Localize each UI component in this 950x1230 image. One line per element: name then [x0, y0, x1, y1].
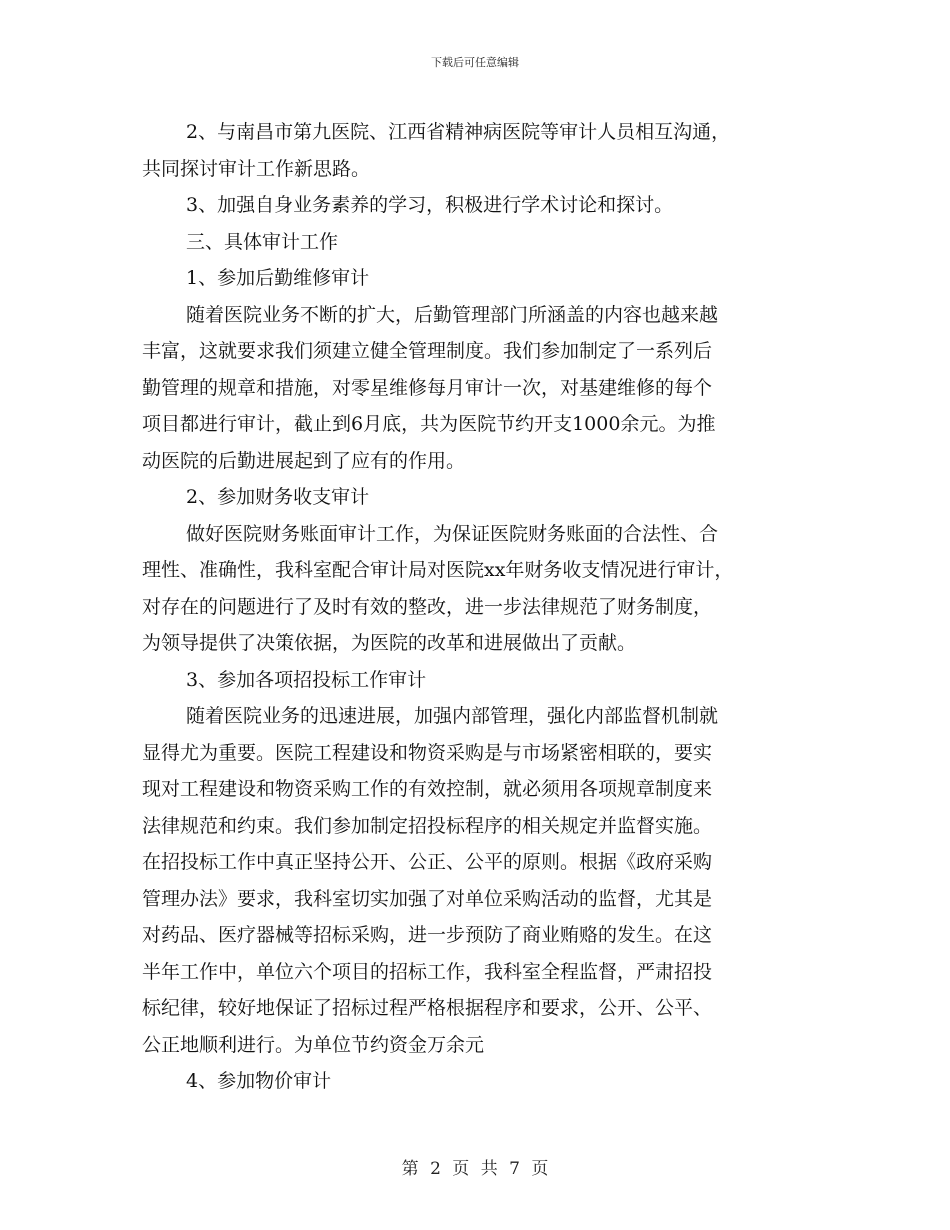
text-line: 动医院的后勤进展起到了应有的作用。	[142, 449, 466, 472]
document-body	[142, 114, 818, 1100]
subsection-heading: 4、参加物价审计	[186, 1070, 332, 1092]
text-line: 显得尤为重要。医院工程建设和物资采购是与市场紧密相联的，要实	[142, 741, 713, 764]
text-line: 做好医院财务账面审计工作，为保证医院财务账面的合法性、合	[186, 522, 719, 545]
subsection-heading: 2、参加财务收支审计	[186, 486, 370, 508]
section-heading: 三、具体审计工作	[186, 230, 339, 253]
text-line: 法律规范和约束。我们参加制定招投标程序的相关规定并监督实施。	[142, 814, 713, 837]
text-line: 公正地顺利进行。为单位节约资金万余元	[142, 1033, 485, 1056]
subsection-heading: 1、参加后勤维修审计	[186, 267, 370, 289]
text-line: 勤管理的规章和措施，对零星维修每月审计一次，对基建维修的每个	[142, 376, 713, 399]
subsection-heading: 3、参加各项招投标工作审计	[186, 668, 427, 691]
text-line: 3、加强自身业务素养的学习，积极进行学术讨论和探讨。	[186, 194, 674, 216]
page-header: 下载后可任意编辑	[431, 56, 519, 69]
page-number: 第 2 页 共 7 页	[401, 1159, 549, 1179]
text-line: 随着医院业务的迅速进展，加强内部管理，强化内部监督机制就	[186, 705, 719, 727]
text-line: 理性、准确性，我科室配合审计局对医院xx年财务收支情况进行审计，	[142, 559, 734, 581]
text-line: 对药品、医疗器械等招标采购，进一步预防了商业贿赂的发生。在这	[142, 924, 713, 946]
text-line: 标纪律，较好地保证了招标过程严格根据程序和要求，公开、公平、	[142, 997, 713, 1019]
text-line: 在招投标工作中真正坚持公开、公正、公平的原则。根据《政府采购	[142, 851, 713, 873]
text-line: 项目都进行审计，截止到6月底，共为医院节约开支1000余元。为推	[142, 413, 716, 435]
text-line: 现对工程建设和物资采购工作的有效控制，就必须用各项规章制度来	[142, 778, 713, 800]
text-line: 丰富，这就要求我们须建立健全管理制度。我们参加制定了一系列后	[142, 340, 713, 362]
text-line: 为领导提供了决策依据，为医院的改革和进展做出了贡献。	[142, 632, 637, 654]
text-line: 共同探讨审计工作新思路。	[142, 157, 371, 180]
text-line: 对存在的问题进行了及时有效的整改，进一步法律规范了财务制度，	[142, 595, 713, 618]
text-line: 半年工作中，单位六个项目的招标工作，我科室全程监督，严肃招投	[142, 960, 713, 983]
text-line: 2、与南昌市第九医院、江西省精神病医院等审计人员相互沟通，	[186, 121, 731, 143]
text-line: 随着医院业务不断的扩大，后勤管理部门所涵盖的内容也越来越	[186, 303, 719, 326]
text-line: 管理办法》要求，我科室切实加强了对单位采购活动的监督，尤其是	[142, 887, 713, 910]
